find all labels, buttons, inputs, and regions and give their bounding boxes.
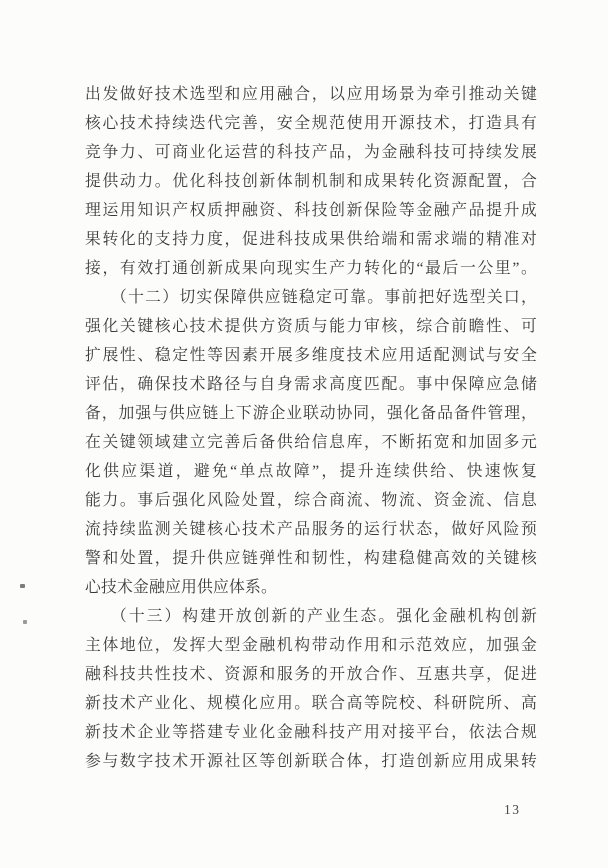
text-line: 备，加强与供应链上下游企业联动协同，强化备品备件管理， [85, 405, 537, 422]
text-line: 接，有效打通创新成果向现实生产力转化的“最后一公里”。 [85, 260, 537, 277]
text-line: 新技术产业化、规模化应用。联合高等院校、科研院所、高 [85, 695, 537, 712]
text-line: 核心技术持续迭代完善，安全规范使用开源技术，打造具有 [85, 115, 537, 132]
text-line: 果转化的支持力度，促进科技成果供给端和需求端的精准对 [85, 231, 537, 248]
document-text-block [85, 80, 537, 776]
text-line: 融科技共性技术、资源和服务的开放合作、互惠共享，促进 [85, 666, 537, 683]
text-line: 理运用知识产权质押融资、科技创新保险等金融产品提升成 [85, 202, 537, 219]
text-line: 流持续监测关键核心技术产品服务的运行状态，做好风险预 [85, 521, 537, 538]
text-line: 新技术企业等搭建专业化金融科技产用对接平台，依法合规 [85, 724, 537, 741]
text-line: 能力。事后强化风险处置，综合商流、物流、资金流、信息 [85, 492, 537, 509]
text-line: （十三）构建开放创新的产业生态。强化金融机构创新 [111, 608, 537, 625]
text-line: 强化关键核心技术提供方资质与能力审核，综合前瞻性、可 [85, 318, 537, 335]
text-line: 参与数字技术开源社区等创新联合体，打造创新应用成果转 [85, 753, 537, 770]
text-line: （十二）切实保障供应链稳定可靠。事前把好选型关口， [111, 289, 537, 306]
text-line: 警和处置，提升供应链弹性和韧性，构建稳健高效的关键核 [85, 550, 537, 567]
text-line: 提供动力。优化科技创新体制机制和成果转化资源配置，合 [85, 173, 537, 190]
scan-speck [20, 584, 25, 588]
text-line: 心技术金融应用供应体系。 [85, 579, 277, 596]
scan-speck [23, 620, 27, 624]
text-line: 评估，确保技术路径与自身需求高度匹配。事中保障应急储 [85, 376, 537, 393]
page-number: 13 [504, 802, 521, 817]
text-line: 出发做好技术选型和应用融合，以应用场景为牵引推动关键 [85, 86, 537, 103]
text-line: 在关键领域建立完善后备供给信息库，不断拓宽和加固多元 [85, 434, 537, 451]
text-line: 主体地位，发挥大型金融机构带动作用和示范效应，加强金 [85, 637, 537, 654]
text-line: 化供应渠道，避免“单点故障”，提升连续供给、快速恢复 [85, 463, 537, 480]
text-line: 扩展性、稳定性等因素开展多维度技术应用适配测试与安全 [85, 347, 537, 364]
text-line: 竞争力、可商业化运营的科技产品，为金融科技可持续发展 [85, 144, 537, 161]
